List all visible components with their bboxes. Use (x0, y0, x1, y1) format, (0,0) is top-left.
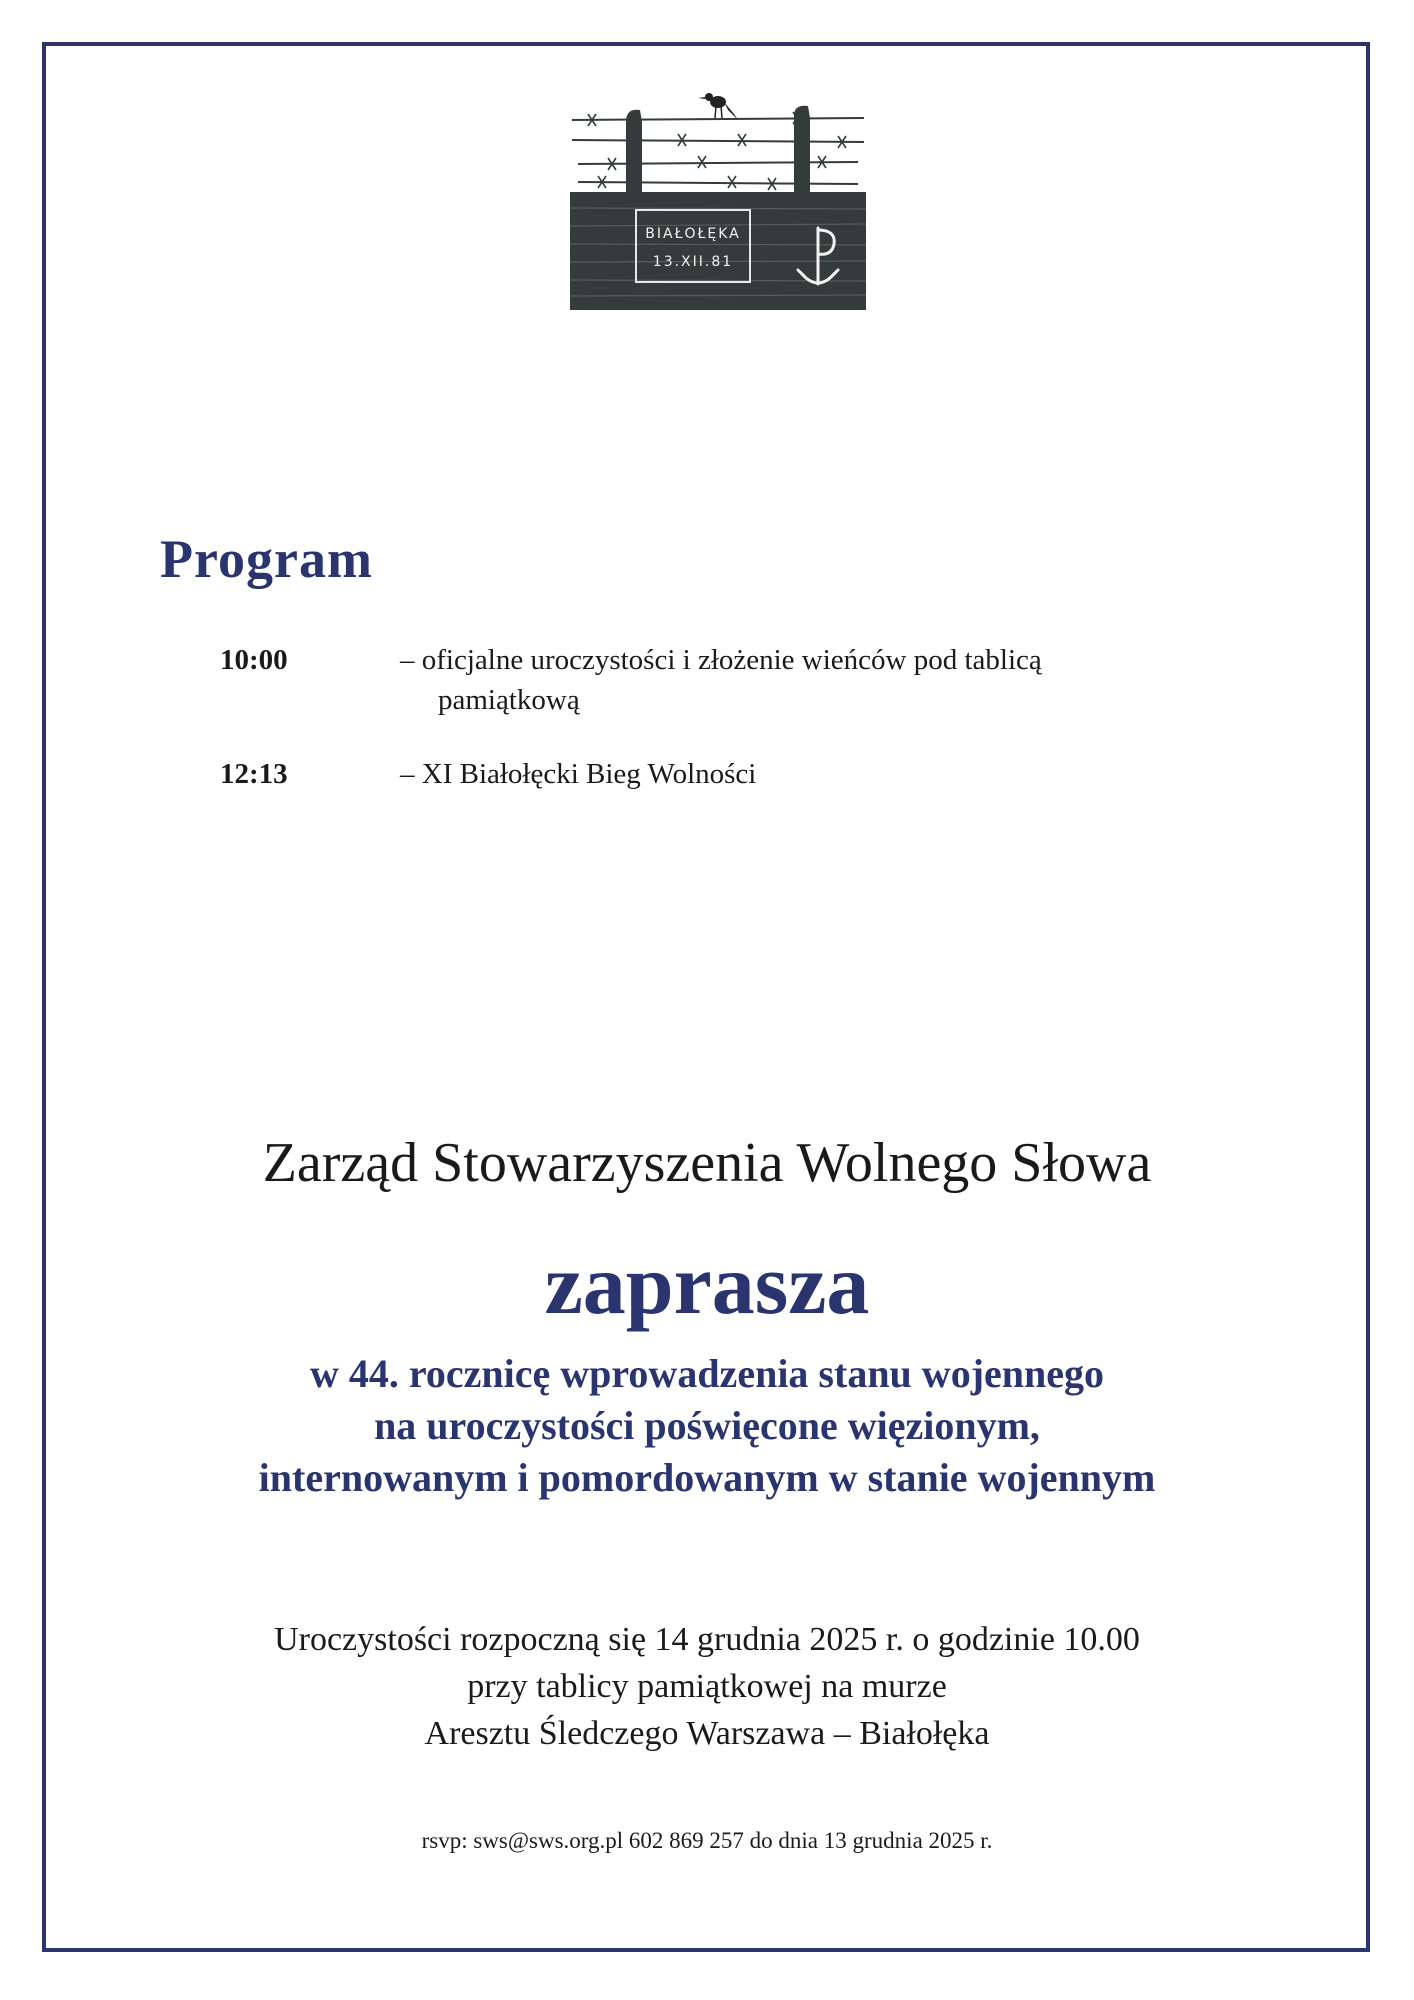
invite-verb: zaprasza (544, 1236, 870, 1332)
program-description-line: – XI Białołęcki Bieg Wolności (400, 758, 757, 790)
bialoleka-memorial-logo (568, 88, 868, 312)
details-line: Uroczystości rozpoczną się 14 grudnia 2025 r. o godzinie 10.00 (274, 1621, 1140, 1658)
event-details (42, 1616, 1372, 1757)
occasion-line: w 44. rocznicę wprowadzenia stanu wojennego (309, 1351, 1105, 1396)
program-description-line: – oficjalne uroczystości i złożenie wieńców pod tablicą (400, 644, 1042, 676)
program-description (400, 754, 1220, 794)
program-time: 12:13 (220, 758, 288, 790)
program-time: 10:00 (220, 644, 288, 676)
occasion-text (42, 1348, 1372, 1504)
left-post-icon (626, 110, 642, 200)
occasion-line: na uroczystości poświęcone więzionym, (374, 1403, 1040, 1448)
bird-icon (698, 93, 738, 120)
program-title: Program (160, 529, 373, 589)
rsvp-line: rsvp: sws@sws.org.pl 602 869 257 do dnia 13 grudnia 2025 r. (421, 1828, 993, 1853)
plaque-text-line2: 13.XII.81 (652, 254, 734, 270)
organizer-heading: Zarząd Stowarzyszenia Wolnego Słowa (262, 1132, 1152, 1194)
details-line: przy tablicy pamiątkowej na murze (467, 1668, 947, 1705)
details-line: Aresztu Śledczego Warszawa – Białołęka (424, 1715, 990, 1752)
program-description-line: pamiątkową (438, 684, 580, 716)
barbed-wire-icon (572, 112, 864, 190)
occasion-line: internowanym i pomordowanym w stanie wojennym (258, 1455, 1156, 1500)
right-post-icon (794, 106, 810, 200)
plaque-text-line1: BIAŁOŁĘKA (645, 226, 741, 242)
program-description (400, 640, 1220, 720)
